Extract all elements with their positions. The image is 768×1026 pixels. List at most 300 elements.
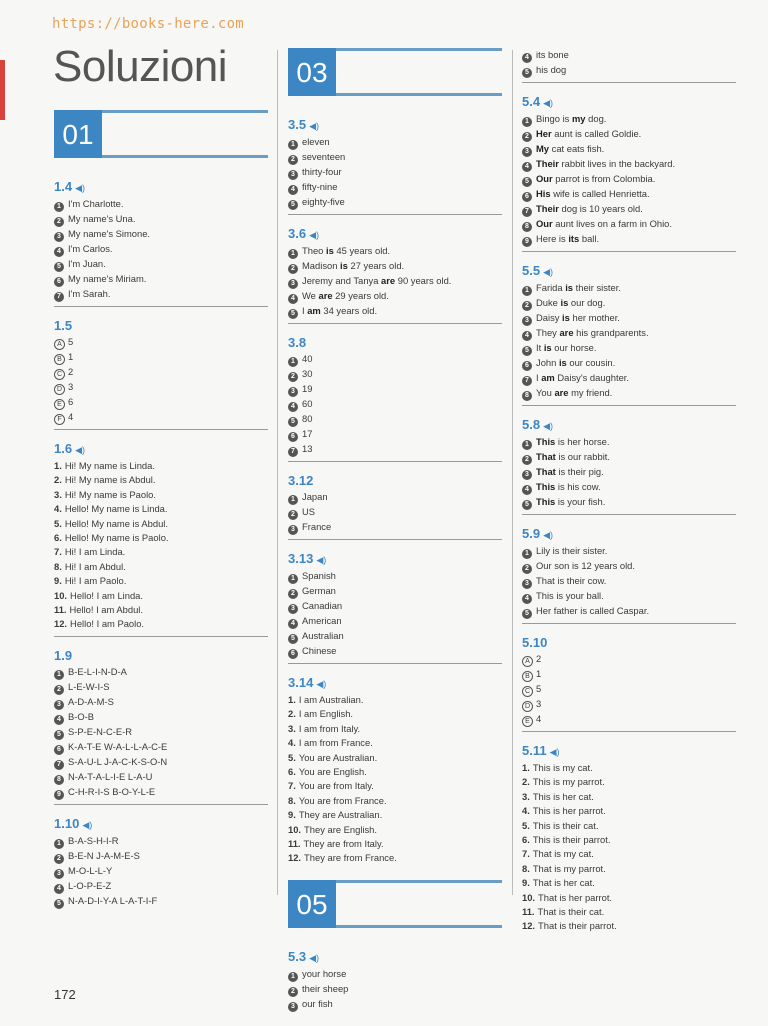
exercise-title bbox=[54, 647, 268, 665]
answer-item bbox=[54, 740, 268, 755]
answer-text: My cat eats fish. bbox=[536, 143, 605, 154]
item-number-badge: 3 bbox=[522, 470, 532, 480]
item-number-badge: 3 bbox=[288, 170, 298, 180]
unit-header bbox=[54, 110, 268, 162]
item-number-badge: 6 bbox=[54, 277, 64, 287]
unit-number: 03 bbox=[288, 48, 336, 96]
answer-text: B-E-L-I-N-D-A bbox=[68, 665, 127, 677]
audio-icon: ◀) bbox=[316, 555, 327, 565]
answer-text: 30 bbox=[302, 368, 313, 379]
answer-item bbox=[54, 335, 268, 350]
answer-item bbox=[522, 712, 736, 727]
answer-item bbox=[522, 652, 736, 667]
exercise-block bbox=[288, 472, 502, 540]
answer-text: Hi! I am Linda. bbox=[64, 546, 126, 558]
exercise-number: 5.8 bbox=[522, 417, 541, 432]
exercise-block bbox=[54, 647, 268, 805]
audio-icon: ◀) bbox=[75, 183, 85, 193]
answer-text: I am from Italy. bbox=[298, 722, 361, 734]
item-number: 12. bbox=[54, 618, 68, 630]
answer-item bbox=[54, 197, 268, 212]
exercise-block bbox=[288, 948, 502, 1016]
answer-text: John is our cousin. bbox=[536, 357, 616, 368]
exercise-number: 1.10 bbox=[54, 815, 80, 831]
answer-text: L-O-P-E-Z bbox=[68, 879, 112, 891]
item-number-badge: 3 bbox=[288, 525, 298, 535]
exercise-title bbox=[288, 472, 502, 490]
item-letter-badge: E bbox=[54, 399, 65, 410]
answer-text: That is their parrot. bbox=[538, 920, 617, 932]
answer-text: This is your fish. bbox=[536, 496, 606, 507]
unit-number: 05 bbox=[288, 880, 336, 928]
item-number: 10. bbox=[522, 891, 536, 903]
item-number: 5. bbox=[54, 517, 62, 529]
exercise-block bbox=[522, 262, 736, 406]
answer-item bbox=[288, 397, 502, 412]
answer-text: Hello! I am Linda. bbox=[70, 589, 144, 601]
audio-icon: ◀) bbox=[543, 267, 553, 277]
page-number: 172 bbox=[54, 987, 76, 1002]
answer-text: We are 29 years old. bbox=[302, 290, 389, 301]
answer-text: Lily is their sister. bbox=[536, 545, 608, 556]
answer-text: N-A-T-A-L-I-E L-A-U bbox=[68, 770, 153, 782]
answer-text: Hi! My name is Paolo. bbox=[64, 488, 157, 500]
item-letter-badge: A bbox=[522, 656, 533, 667]
exercise-block bbox=[522, 634, 736, 732]
item-number-badge: 9 bbox=[54, 790, 64, 800]
item-number-badge: 2 bbox=[54, 854, 64, 864]
exercise-block bbox=[288, 334, 502, 462]
item-number-badge: 1 bbox=[288, 972, 298, 982]
exercise-title bbox=[288, 550, 502, 569]
item-number-badge: 4 bbox=[522, 162, 532, 172]
item-number-badge: 6 bbox=[288, 649, 298, 659]
item-number-badge: 5 bbox=[54, 730, 64, 740]
answer-text: I am Daisy's daughter. bbox=[536, 372, 630, 383]
answer-item bbox=[288, 794, 502, 808]
answer-text: German bbox=[302, 585, 336, 596]
item-number: 8. bbox=[522, 862, 530, 874]
answer-text: This is their parrot. bbox=[532, 834, 611, 846]
answer-item bbox=[288, 382, 502, 397]
item-number: 6. bbox=[288, 766, 296, 778]
answer-text: You are Australian. bbox=[298, 751, 378, 763]
answer-text: It is our horse. bbox=[536, 342, 597, 353]
exercise-number: 3.6 bbox=[288, 226, 307, 241]
answer-item bbox=[288, 736, 502, 750]
item-number-badge: 2 bbox=[288, 589, 298, 599]
exercise-title bbox=[54, 440, 268, 459]
answer-item bbox=[522, 435, 736, 450]
answer-item bbox=[54, 395, 268, 410]
answer-text: Chinese bbox=[302, 645, 337, 656]
item-number: 11. bbox=[54, 604, 67, 616]
answer-item bbox=[54, 545, 268, 559]
audio-icon: ◀) bbox=[75, 445, 85, 455]
answer-text: I'm Charlotte. bbox=[68, 198, 124, 209]
answer-item bbox=[522, 833, 736, 847]
item-number-badge: 5 bbox=[522, 609, 532, 619]
item-number-badge: 1 bbox=[522, 117, 532, 127]
answer-text: That is her parrot. bbox=[538, 891, 613, 903]
item-number-badge: 7 bbox=[54, 760, 64, 770]
answer-item bbox=[288, 837, 502, 851]
exercise-number: 3.8 bbox=[288, 335, 307, 350]
answer-text: fifty-nine bbox=[302, 181, 338, 192]
answer-text: his dog bbox=[536, 64, 567, 75]
item-number-badge: 8 bbox=[54, 775, 64, 785]
item-number: 10. bbox=[54, 589, 68, 601]
item-number-badge: 5 bbox=[522, 177, 532, 187]
answer-text: Our parrot is from Colombia. bbox=[536, 173, 656, 184]
answer-item bbox=[288, 765, 502, 779]
item-number-badge: 4 bbox=[288, 294, 298, 304]
exercise-title bbox=[288, 225, 502, 244]
item-number-badge: 5 bbox=[288, 309, 298, 319]
answer-item bbox=[522, 356, 736, 371]
answer-item bbox=[522, 48, 736, 63]
answer-text: Hi! My name is Linda. bbox=[64, 460, 155, 471]
answer-text: Hi! I am Abdul. bbox=[64, 560, 126, 572]
answer-item bbox=[288, 490, 502, 505]
answer-text: That is her cat. bbox=[532, 877, 595, 889]
answer-text: 2 bbox=[68, 366, 74, 377]
answer-text: Our aunt lives on a farm in Ohio. bbox=[536, 218, 673, 229]
answer-item bbox=[54, 849, 268, 864]
item-number-badge: 4 bbox=[54, 884, 64, 894]
answer-text: N-A-D-I-Y-A L-A-T-I-F bbox=[68, 894, 158, 906]
item-number-badge: 3 bbox=[288, 279, 298, 289]
answer-text: That is their cow. bbox=[536, 575, 607, 586]
audio-icon: ◀) bbox=[82, 819, 93, 830]
answer-text: That is their pig. bbox=[536, 466, 604, 477]
answer-item bbox=[522, 682, 736, 697]
exercise-number: 3.5 bbox=[288, 117, 307, 132]
answer-item bbox=[54, 864, 268, 879]
answer-item bbox=[288, 180, 502, 195]
answer-text: B-O-B bbox=[68, 710, 95, 722]
answer-item bbox=[522, 495, 736, 510]
item-number-badge: 2 bbox=[288, 155, 298, 165]
answer-item bbox=[288, 412, 502, 427]
answer-item bbox=[288, 823, 502, 837]
answer-item bbox=[522, 862, 736, 876]
answer-item bbox=[54, 242, 268, 257]
item-letter-badge: C bbox=[54, 369, 65, 380]
answer-item bbox=[522, 127, 736, 142]
answer-item bbox=[288, 427, 502, 442]
answer-text: You are English. bbox=[298, 766, 367, 778]
item-number: 11. bbox=[522, 906, 535, 918]
answer-item bbox=[522, 296, 736, 311]
item-number-badge: 2 bbox=[522, 132, 532, 142]
exercise-number: 1.4 bbox=[54, 179, 73, 194]
item-number-badge: 1 bbox=[54, 670, 64, 680]
item-number-badge: 1 bbox=[522, 549, 532, 559]
answer-text: US bbox=[302, 506, 316, 517]
answer-item bbox=[522, 465, 736, 480]
audio-icon: ◀) bbox=[309, 121, 319, 131]
answer-item bbox=[288, 259, 502, 274]
answer-item bbox=[54, 785, 268, 800]
answer-item bbox=[288, 751, 502, 765]
answer-text: 2 bbox=[536, 653, 542, 664]
answer-text: My name's Miriam. bbox=[68, 273, 147, 284]
answer-item bbox=[522, 790, 736, 804]
answer-item bbox=[54, 350, 268, 365]
answer-text: Hello! I am Abdul. bbox=[69, 604, 143, 616]
item-number-badge: 3 bbox=[522, 147, 532, 157]
item-number-badge: 4 bbox=[54, 715, 64, 725]
answer-item bbox=[522, 891, 736, 905]
exercise-title bbox=[522, 262, 736, 281]
item-number: 1. bbox=[288, 694, 296, 705]
exercise-title bbox=[288, 674, 502, 693]
answer-item bbox=[54, 531, 268, 545]
item-number-badge: 1 bbox=[288, 249, 298, 259]
answer-item bbox=[522, 667, 736, 682]
answer-item bbox=[522, 480, 736, 495]
answer-text: Their rabbit lives in the backyard. bbox=[536, 158, 676, 169]
item-number-badge: 4 bbox=[522, 331, 532, 341]
item-number-badge: 4 bbox=[288, 402, 298, 412]
answer-text: S-P-E-N-C-E-R bbox=[68, 725, 133, 737]
item-number-badge: 5 bbox=[54, 262, 64, 272]
answer-text: You are from France. bbox=[298, 794, 387, 806]
answer-item bbox=[522, 697, 736, 712]
answer-text: You are my friend. bbox=[536, 387, 613, 398]
unit-header bbox=[288, 48, 502, 100]
exercise-block bbox=[54, 440, 268, 637]
answer-item bbox=[288, 644, 502, 659]
answer-item bbox=[522, 450, 736, 465]
red-edge-tab bbox=[0, 60, 5, 120]
exercise-number: 1.9 bbox=[54, 647, 73, 663]
answer-text: 5 bbox=[68, 336, 74, 347]
item-number: 8. bbox=[54, 560, 62, 572]
answer-text: That is my cat. bbox=[532, 848, 594, 860]
answer-item bbox=[288, 505, 502, 520]
answer-item bbox=[288, 629, 502, 644]
item-number-badge: 1 bbox=[288, 574, 298, 584]
answer-text: K-A-T-E W-A-L-L-A-C-E bbox=[68, 740, 168, 752]
item-number-badge: 2 bbox=[522, 564, 532, 574]
item-number-badge: 1 bbox=[54, 202, 64, 212]
answer-item bbox=[288, 808, 502, 822]
item-number-badge: 2 bbox=[288, 987, 298, 997]
answer-item bbox=[522, 905, 736, 919]
exercise-number: 3.14 bbox=[288, 675, 314, 690]
exercise-title bbox=[288, 116, 502, 135]
answer-text: eleven bbox=[302, 136, 330, 147]
column-divider bbox=[512, 50, 513, 895]
item-number-badge: 8 bbox=[522, 222, 532, 232]
answer-text: seventeen bbox=[302, 151, 346, 162]
answer-text: M-O-L-L-Y bbox=[68, 864, 113, 876]
item-number-badge: 4 bbox=[54, 247, 64, 257]
answer-item bbox=[522, 202, 736, 217]
exercise-block bbox=[522, 416, 736, 515]
exercise-number: 5.10 bbox=[522, 635, 548, 650]
item-number: 3. bbox=[54, 488, 62, 500]
answer-text: thirty-four bbox=[302, 166, 342, 177]
answer-text: They are from Italy. bbox=[303, 838, 384, 850]
answer-text: Hello! My name is Abdul. bbox=[64, 517, 168, 529]
answer-text: Madison is 27 years old. bbox=[302, 260, 405, 271]
item-number: 2. bbox=[288, 708, 296, 720]
answer-text: 80 bbox=[302, 413, 313, 424]
answer-text: B-A-S-H-I-R bbox=[68, 834, 119, 846]
answer-text: I am from France. bbox=[298, 737, 373, 749]
item-number-badge: 4 bbox=[522, 594, 532, 604]
exercise-title bbox=[54, 317, 268, 335]
answer-text: This is their cat. bbox=[532, 819, 599, 831]
answer-item bbox=[522, 775, 736, 789]
answer-text: I'm Sarah. bbox=[68, 288, 111, 299]
answer-item bbox=[54, 502, 268, 516]
source-url: https://books-here.com bbox=[52, 16, 245, 32]
item-number-badge: 8 bbox=[522, 391, 532, 401]
answer-text: Duke is our dog. bbox=[536, 297, 606, 308]
answer-item bbox=[54, 380, 268, 395]
answer-text: 6 bbox=[68, 396, 74, 407]
answer-item bbox=[522, 604, 736, 619]
answer-text: 4 bbox=[68, 411, 74, 422]
answer-text: Their dog is 10 years old. bbox=[536, 203, 643, 214]
answer-text: Her father is called Caspar. bbox=[536, 605, 650, 616]
item-number: 12. bbox=[522, 920, 536, 932]
answer-text: our fish bbox=[302, 997, 333, 1009]
answer-item bbox=[522, 559, 736, 574]
item-letter-badge: B bbox=[522, 671, 533, 682]
answer-item bbox=[288, 520, 502, 535]
answer-item bbox=[54, 695, 268, 710]
answer-item bbox=[522, 371, 736, 386]
answer-text: My name's Una. bbox=[68, 213, 136, 224]
item-number: 11. bbox=[288, 838, 301, 850]
answer-item bbox=[522, 761, 736, 775]
answer-text: Theo is 45 years old. bbox=[302, 245, 391, 256]
exercise-block bbox=[54, 317, 268, 430]
answer-text: S-A-U-L J-A-C-K-S-O-N bbox=[68, 755, 168, 767]
answer-item bbox=[54, 894, 268, 909]
item-number-badge: 4 bbox=[522, 53, 532, 63]
answer-item bbox=[54, 560, 268, 574]
answer-item bbox=[54, 473, 268, 487]
answer-item bbox=[288, 367, 502, 382]
answer-text: 40 bbox=[302, 353, 313, 364]
item-number-badge: 7 bbox=[288, 447, 298, 457]
exercise-title bbox=[522, 525, 736, 544]
answer-text: You are from Italy. bbox=[298, 780, 374, 792]
item-number-badge: 5 bbox=[288, 200, 298, 210]
item-number-badge: 5 bbox=[54, 899, 64, 909]
item-number-badge: 6 bbox=[522, 192, 532, 202]
item-number-badge: 7 bbox=[522, 207, 532, 217]
audio-icon: ◀) bbox=[309, 952, 319, 963]
audio-icon: ◀) bbox=[543, 530, 553, 540]
answer-text: 4 bbox=[536, 713, 542, 724]
exercise-number: 1.6 bbox=[54, 441, 73, 456]
answer-text: eighty-five bbox=[302, 196, 345, 207]
answer-item bbox=[288, 569, 502, 584]
answer-item bbox=[54, 680, 268, 695]
answer-item bbox=[522, 281, 736, 296]
audio-icon: ◀) bbox=[543, 98, 553, 108]
answer-text: This is my cat. bbox=[532, 762, 593, 773]
answer-text: its bone bbox=[536, 49, 569, 60]
item-number-badge: 5 bbox=[522, 346, 532, 356]
answer-item bbox=[522, 232, 736, 247]
item-number: 5. bbox=[522, 819, 530, 831]
answer-text: My name's Simone. bbox=[68, 228, 151, 239]
item-number: 9. bbox=[54, 575, 62, 587]
answer-item bbox=[54, 603, 268, 617]
answer-text: Australian bbox=[302, 630, 344, 641]
answer-item bbox=[54, 227, 268, 242]
item-number: 5. bbox=[288, 751, 296, 763]
answer-item bbox=[288, 150, 502, 165]
item-number-badge: 5 bbox=[288, 634, 298, 644]
answer-text: A-D-A-M-S bbox=[68, 695, 114, 707]
item-letter-badge: D bbox=[522, 701, 533, 712]
answer-text: 13 bbox=[302, 443, 313, 454]
item-number-badge: 6 bbox=[288, 432, 298, 442]
answer-item bbox=[522, 341, 736, 356]
answer-text: I am 34 years old. bbox=[302, 305, 378, 316]
item-number: 6. bbox=[522, 834, 530, 846]
answer-text: L-E-W-I-S bbox=[68, 680, 110, 692]
answer-text: 60 bbox=[302, 398, 313, 409]
answer-item bbox=[54, 272, 268, 287]
exercise-block bbox=[522, 742, 736, 938]
item-letter-badge: A bbox=[54, 339, 65, 350]
exercise-title bbox=[522, 634, 736, 652]
answer-item bbox=[54, 589, 268, 603]
column-right bbox=[522, 48, 736, 948]
item-number: 4. bbox=[54, 503, 62, 515]
answer-text: This is his cow. bbox=[536, 481, 601, 492]
answer-item bbox=[522, 157, 736, 172]
answer-item bbox=[54, 617, 268, 631]
exercise-number: 5.4 bbox=[522, 94, 541, 109]
answer-text: France bbox=[302, 521, 332, 532]
item-letter-badge: B bbox=[54, 354, 65, 365]
exercise-block bbox=[54, 815, 268, 913]
unit-header bbox=[288, 880, 502, 932]
answer-item bbox=[54, 834, 268, 849]
exercise-block bbox=[522, 48, 736, 83]
exercise-block bbox=[288, 116, 502, 215]
answer-item bbox=[522, 112, 736, 127]
answer-text: His wife is called Henrietta. bbox=[536, 188, 650, 199]
item-number-badge: 1 bbox=[522, 286, 532, 296]
audio-icon: ◀) bbox=[309, 230, 319, 240]
exercise-block bbox=[54, 178, 268, 307]
item-number-badge: 2 bbox=[54, 217, 64, 227]
answer-text: I am English. bbox=[298, 708, 354, 720]
answer-item bbox=[54, 459, 268, 473]
answer-item bbox=[522, 386, 736, 401]
answer-item bbox=[288, 304, 502, 319]
answer-text: 1 bbox=[536, 668, 542, 679]
item-number: 2. bbox=[54, 474, 62, 486]
answer-item bbox=[288, 442, 502, 457]
answer-item bbox=[522, 172, 736, 187]
answer-item bbox=[288, 997, 502, 1012]
item-letter-badge: C bbox=[522, 686, 533, 697]
answer-item bbox=[54, 770, 268, 785]
